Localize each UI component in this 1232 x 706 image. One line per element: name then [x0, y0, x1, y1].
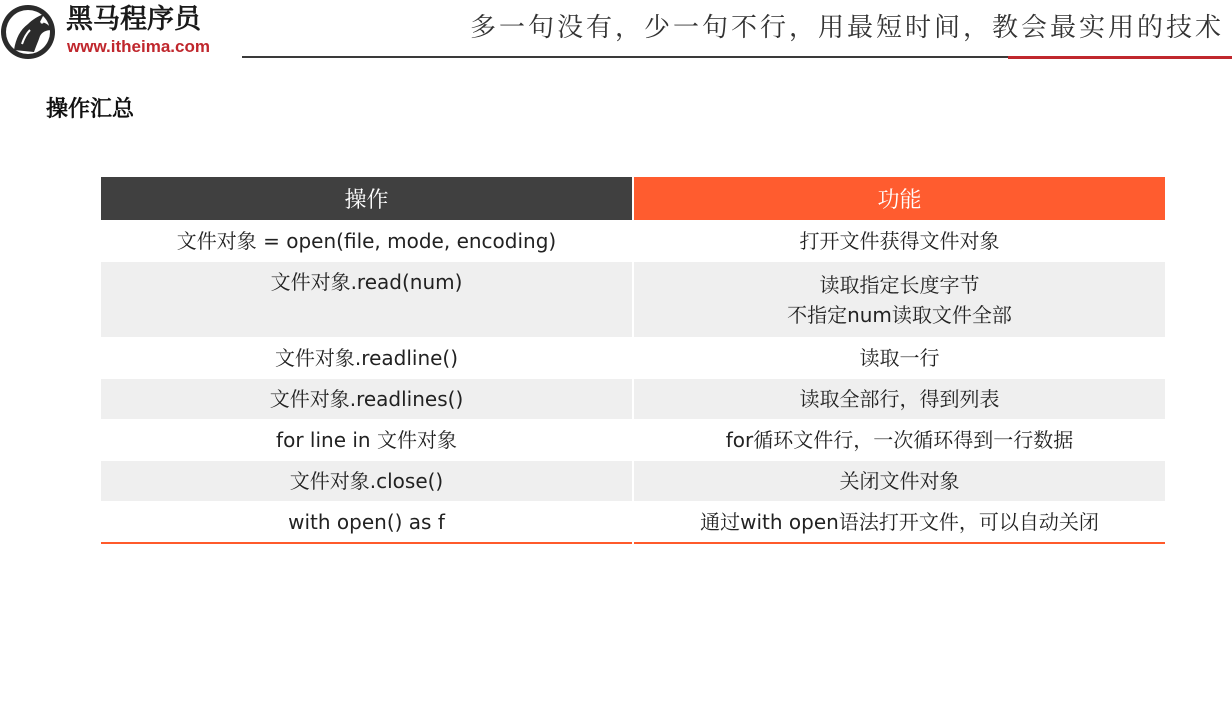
- function-line: 读取指定长度字节: [819, 272, 980, 297]
- operation-cell: 文件对象.read(num): [101, 262, 633, 338]
- function-cell: 读取全部行，得到列表: [633, 379, 1165, 420]
- function-cell: for循环文件行，一次循环得到一行数据: [633, 420, 1165, 461]
- header-slogan: 多一句没有，少一句不行，用最短时间，教会最实用的技术: [470, 13, 1225, 43]
- brand-url: www.itheima.com: [67, 37, 210, 56]
- horse-head-logo-icon: [0, 0, 62, 62]
- table-header-row: [101, 177, 1165, 221]
- table-row: [101, 420, 1165, 461]
- function-cell: 通过with open语法打开文件，可以自动关闭: [633, 502, 1165, 544]
- function-cell: 读取一行: [633, 338, 1165, 379]
- column-header-operation: 操作: [101, 177, 633, 221]
- table-row: [101, 221, 1165, 262]
- operation-cell: 文件对象.close(): [101, 461, 633, 502]
- column-header-function: 功能: [633, 177, 1165, 221]
- function-line: 不指定num读取文件全部: [787, 302, 1012, 327]
- operation-cell: 文件对象.readline(): [101, 338, 633, 379]
- operations-summary-table: [101, 177, 1165, 544]
- table-row: [101, 379, 1165, 420]
- operation-cell: 文件对象.readlines(): [101, 379, 633, 420]
- function-cell: [633, 262, 1165, 338]
- table-row: [101, 262, 1165, 338]
- section-title: 操作汇总: [46, 96, 135, 122]
- function-cell: 打开文件获得文件对象: [633, 221, 1165, 262]
- table-row: [101, 461, 1165, 502]
- table-row: [101, 502, 1165, 544]
- brand-name: 黑马程序员: [66, 4, 201, 35]
- operation-cell: for line in 文件对象: [101, 420, 633, 461]
- operation-cell: with open() as f: [101, 502, 633, 544]
- function-cell: 关闭文件对象: [633, 461, 1165, 502]
- operation-cell: 文件对象 = open(file, mode, encoding): [101, 221, 633, 262]
- table-row: [101, 338, 1165, 379]
- header-divider-accent: [1008, 56, 1232, 59]
